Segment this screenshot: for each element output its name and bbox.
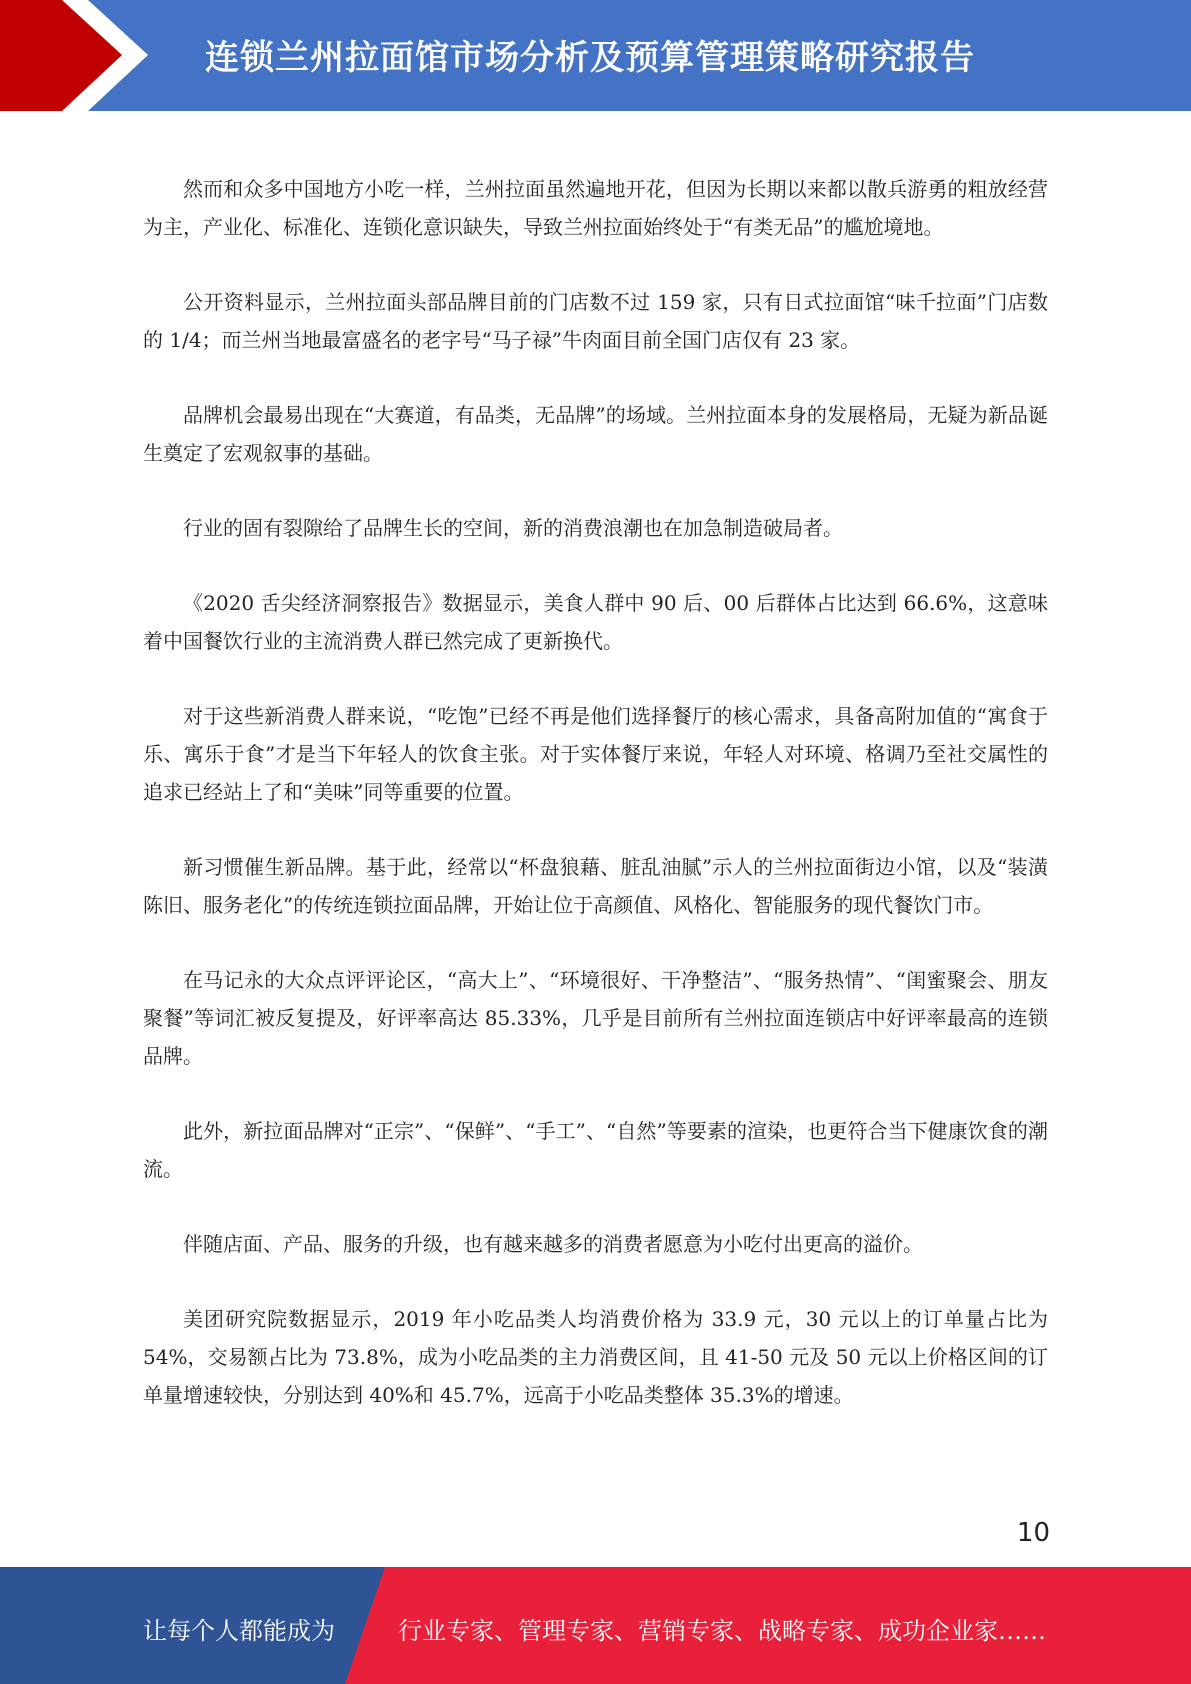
body-text [143, 170, 1048, 1414]
paragraph: 此外，新拉面品牌对“正宗”、“保鲜”、“手工”、“自然”等要素的渲染，也更符合当下健康饮食的潮流。 [143, 1119, 1048, 1181]
paragraph: 美团研究院数据显示，2019 年小吃品类人均消费价格为 33.9 元，30 元以上的订单量占比为 54%，交易额占比为 73.8%，成为小吃品类的主力消费区间，且 41-50 元及 50 元以上价格区间的订单量增速较快，分别达到 40%和 45.7%，远高于小吃品类整体 35.3%的增速。 [143, 1307, 1048, 1407]
page-header [0, 0, 1191, 111]
paragraph: 行业的固有裂隙给了品牌生长的空间，新的消费浪潮也在加急制造破局者。 [183, 516, 843, 540]
footer-slogan-right: 行业专家、管理专家、营销专家、战略专家、成功企业家…… [398, 1617, 1046, 1645]
paragraph: 品牌机会最易出现在“大赛道，有品类，无品牌”的场域。兰州拉面本身的发展格局，无疑为新品诞生奠定了宏观叙事的基础。 [143, 403, 1048, 465]
report-title: 连锁兰州拉面馆市场分析及预算管理策略研究报告 [205, 38, 975, 78]
header-chevron-decoration [0, 0, 160, 111]
paragraph: 新习惯催生新品牌。基于此，经常以“杯盘狼藉、脏乱油腻”示人的兰州拉面街边小馆，以及“装潢陈旧、服务老化”的传统连锁拉面品牌，开始让位于高颜值、风格化、智能服务的现代餐饮门市。 [143, 855, 1048, 917]
paragraph: 然而和众多中国地方小吃一样，兰州拉面虽然遍地开花，但因为长期以来都以散兵游勇的粗放经营为主，产业化、标准化、连锁化意识缺失，导致兰州拉面始终处于“有类无品”的尴尬境地。 [143, 177, 1048, 239]
footer-slogan-left: 让每个人都能成为 [143, 1617, 335, 1645]
paragraph: 伴随店面、产品、服务的升级，也有越来越多的消费者愿意为小吃付出更高的溢价。 [183, 1232, 923, 1256]
paragraph: 公开资料显示，兰州拉面头部品牌目前的门店数不过 159 家，只有日式拉面馆“味千拉面”门店数的 1/4；而兰州当地最富盛名的老字号“马子禄”牛肉面目前全国门店仅有 23 家。 [143, 290, 1048, 352]
paragraph: 对于这些新消费人群来说，“吃饱”已经不再是他们选择餐厅的核心需求，具备高附加值的“寓食于乐、寓乐于食”才是当下年轻人的饮食主张。对于实体餐厅来说，年轻人对环境、格调乃至社交属性的追求已经站上了和“美味”同等重要的位置。 [143, 704, 1048, 804]
paragraph: 在马记永的大众点评评论区，“高大上”、“环境很好、干净整洁”、“服务热情”、“闺蜜聚会、朋友聚餐”等词汇被反复提及，好评率高达 85.33%，几乎是目前所有兰州拉面连锁店中好评率最高的连锁品牌。 [143, 968, 1048, 1068]
page-number: 10 [1016, 1518, 1050, 1548]
page-footer [0, 1567, 1191, 1684]
paragraph: 《2020 舌尖经济洞察报告》数据显示，美食人群中 90 后、00 后群体占比达到 66.6%，这意味着中国餐饮行业的主流消费人群已然完成了更新换代。 [143, 591, 1048, 653]
